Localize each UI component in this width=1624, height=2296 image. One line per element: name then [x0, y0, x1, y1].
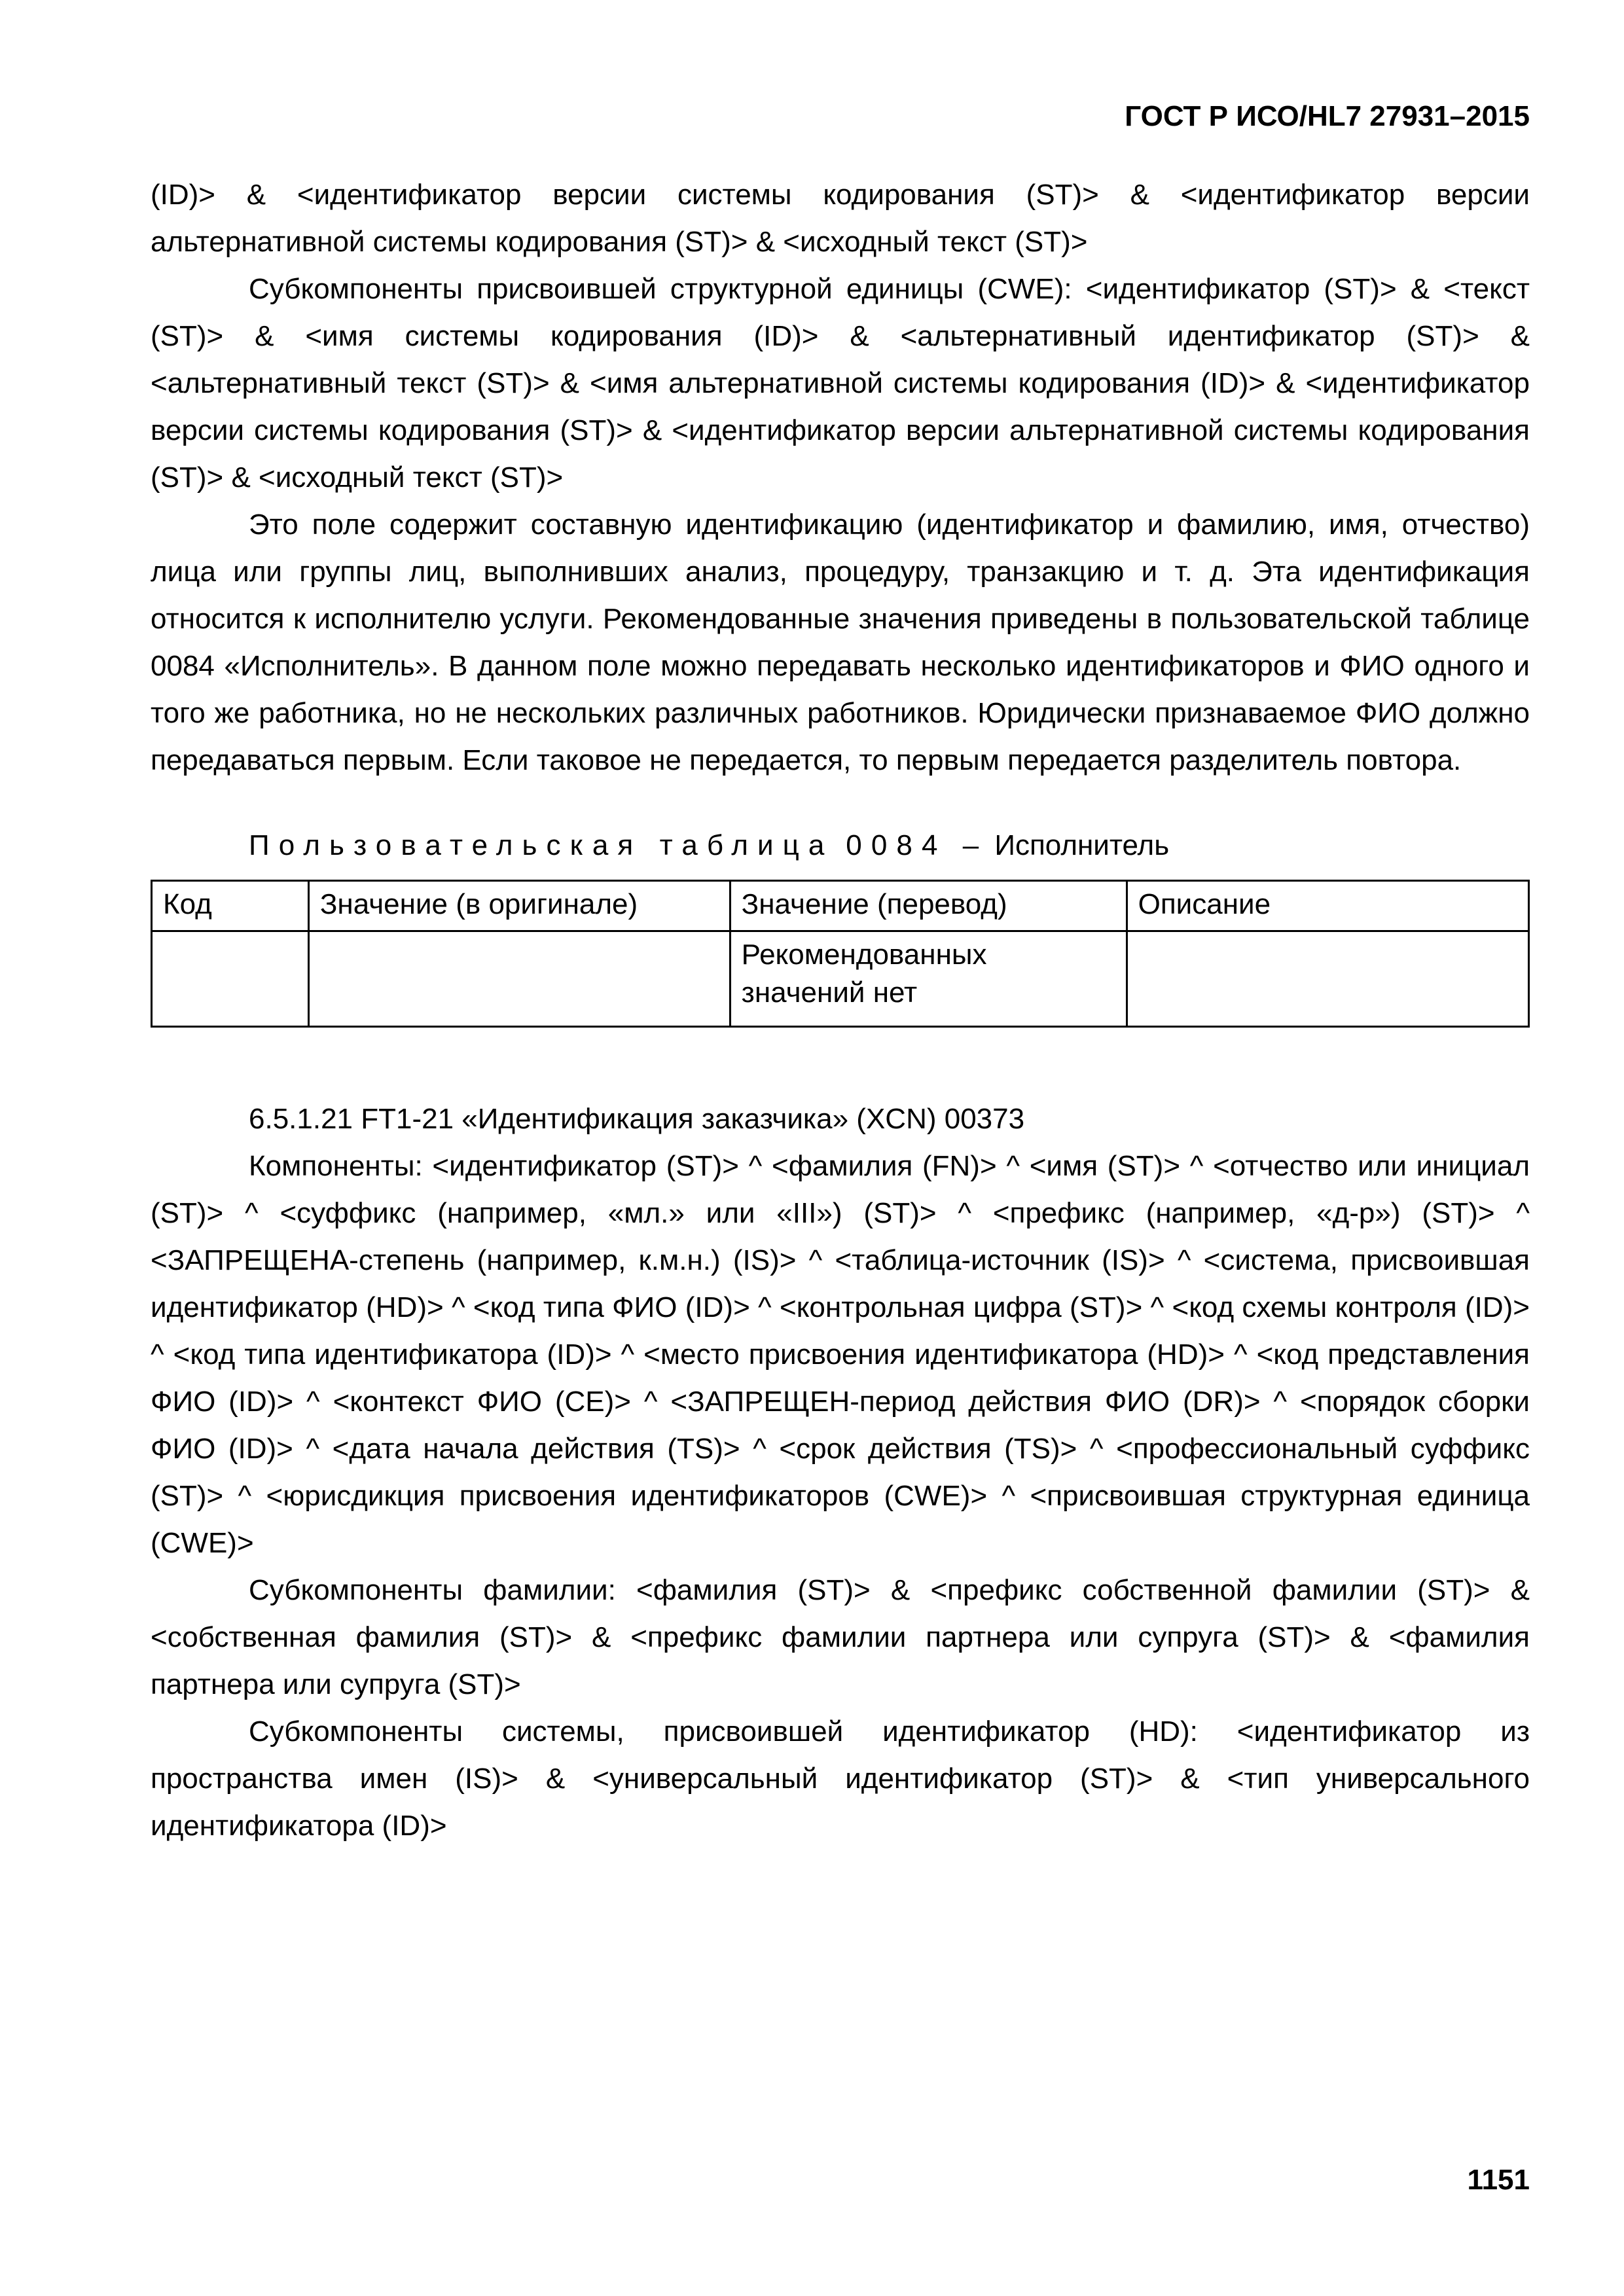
table-header-description: Описание — [1127, 881, 1528, 931]
page-number: 1151 — [1467, 2164, 1530, 2196]
paragraph-components: Компоненты: <идентификатор (ST)> ^ <фамилия (FN)> ^ <имя (ST)> ^ <отчество или инициал (ST)> ^ <суффикс (например, «мл.» или «III») (ST)> ^ <префикс (например, «д-р») (ST)> ^ <ЗАПРЕЩЕНА-степень (например, к.м.н.) (IS)> ^ <таблица-источник (IS)> ^ <система, присвоившая идентификатор (HD)> ^ <код типа ФИО (ID)> ^ <контрольная цифра (ST)> ^ <код схемы контроля (ID)> ^ <код типа идентификатора (ID)> ^ <место присвоения идентификатора (HD)> ^ <код представления ФИО (ID)> ^ <контекст ФИО (CE)> ^ <ЗАПРЕЩЕН-период действия ФИО (DR)> ^ <порядок сборки ФИО (ID)> ^ <дата начала действия (TS)> ^ <срок действия (TS)> ^ <профессиональный суффикс (ST)> ^ <юрисдикция присвоения идентификаторов (CWE)> ^ <присвоившая структурная единица (CWE)> — [151, 1150, 1530, 1559]
table-cell-value-translated: Рекомендованных значений нет — [730, 931, 1127, 1027]
table-row — [152, 931, 1529, 1027]
user-table-0084 — [151, 880, 1530, 1028]
table-caption — [151, 822, 1530, 869]
paragraph-continuation: (ID)> & <идентификатор версии системы кодирования (ST)> & <идентификатор версии альтернативной системы кодирования (ST)> & <исходный текст (ST)> — [151, 179, 1530, 258]
table-caption-title: Исполнитель — [994, 829, 1170, 861]
table-header-value-translated: Значение (перевод) — [730, 881, 1127, 931]
section-heading: 6.5.1.21 FT1-21 «Идентификация заказчика» (XCN) 00373 — [249, 1103, 1025, 1135]
table-caption-number: 0084 — [846, 829, 947, 861]
table-cell-code — [152, 931, 309, 1027]
paragraph-assigning-authority: Субкомпоненты системы, присвоившей идентификатор (HD): <идентификатор из пространства имен (IS)> & <универсальный идентификатор (ST)> & <тип универсального идентификатора (ID)> — [151, 1715, 1530, 1842]
running-header: ГОСТ Р ИСО/HL7 27931–2015 — [1125, 100, 1530, 132]
table-caption-dash: – — [962, 829, 979, 861]
paragraph-field-description: Это поле содержит составную идентификацию (идентификатор и фамилию, имя, отчество) лица или группы лиц, выполнивших анализ, процедуру, транзакцию и т. д. Эта идентификация относится к исполнителю услуги. Рекомендованные значения приведены в пользовательской таблице 0084 «Исполнитель». В данном поле можно передавать несколько идентификаторов и ФИО одного и того же работника, но не нескольких различных работников. Юридически признаваемое ФИО должно передаваться первым. Если таковое не передается, то первым передается разделитель повтора. — [151, 509, 1530, 776]
table-header-code: Код — [152, 881, 309, 931]
paragraph-surname-subcomponents: Субкомпоненты фамилии: <фамилия (ST)> & <префикс собственной фамилии (ST)> & <собственная фамилия (ST)> & <префикс фамилии партнера или супруга (ST)> & <фамилия партнера или супруга (ST)> — [151, 1574, 1530, 1700]
table-cell-value-original — [308, 931, 730, 1027]
table-caption-label: Пользовательская таблица — [249, 829, 834, 861]
table-header-row — [152, 881, 1529, 931]
paragraph-subcomponents-cwe: Субкомпоненты присвоившей структурной единицы (CWE): <идентификатор (ST)> & <текст (ST)> & <имя системы кодирования (ID)> & <альтернативный идентификатор (ST)> & <альтернативный текст (ST)> & <имя альтернативной системы кодирования (ID)> & <идентификатор версии системы кодирования (ST)> & <идентификатор версии альтернативной системы кодирования (ST)> & <исходный текст (ST)> — [151, 273, 1530, 493]
table-header-value-original: Значение (в оригинале) — [308, 881, 730, 931]
table-cell-description — [1127, 931, 1528, 1027]
